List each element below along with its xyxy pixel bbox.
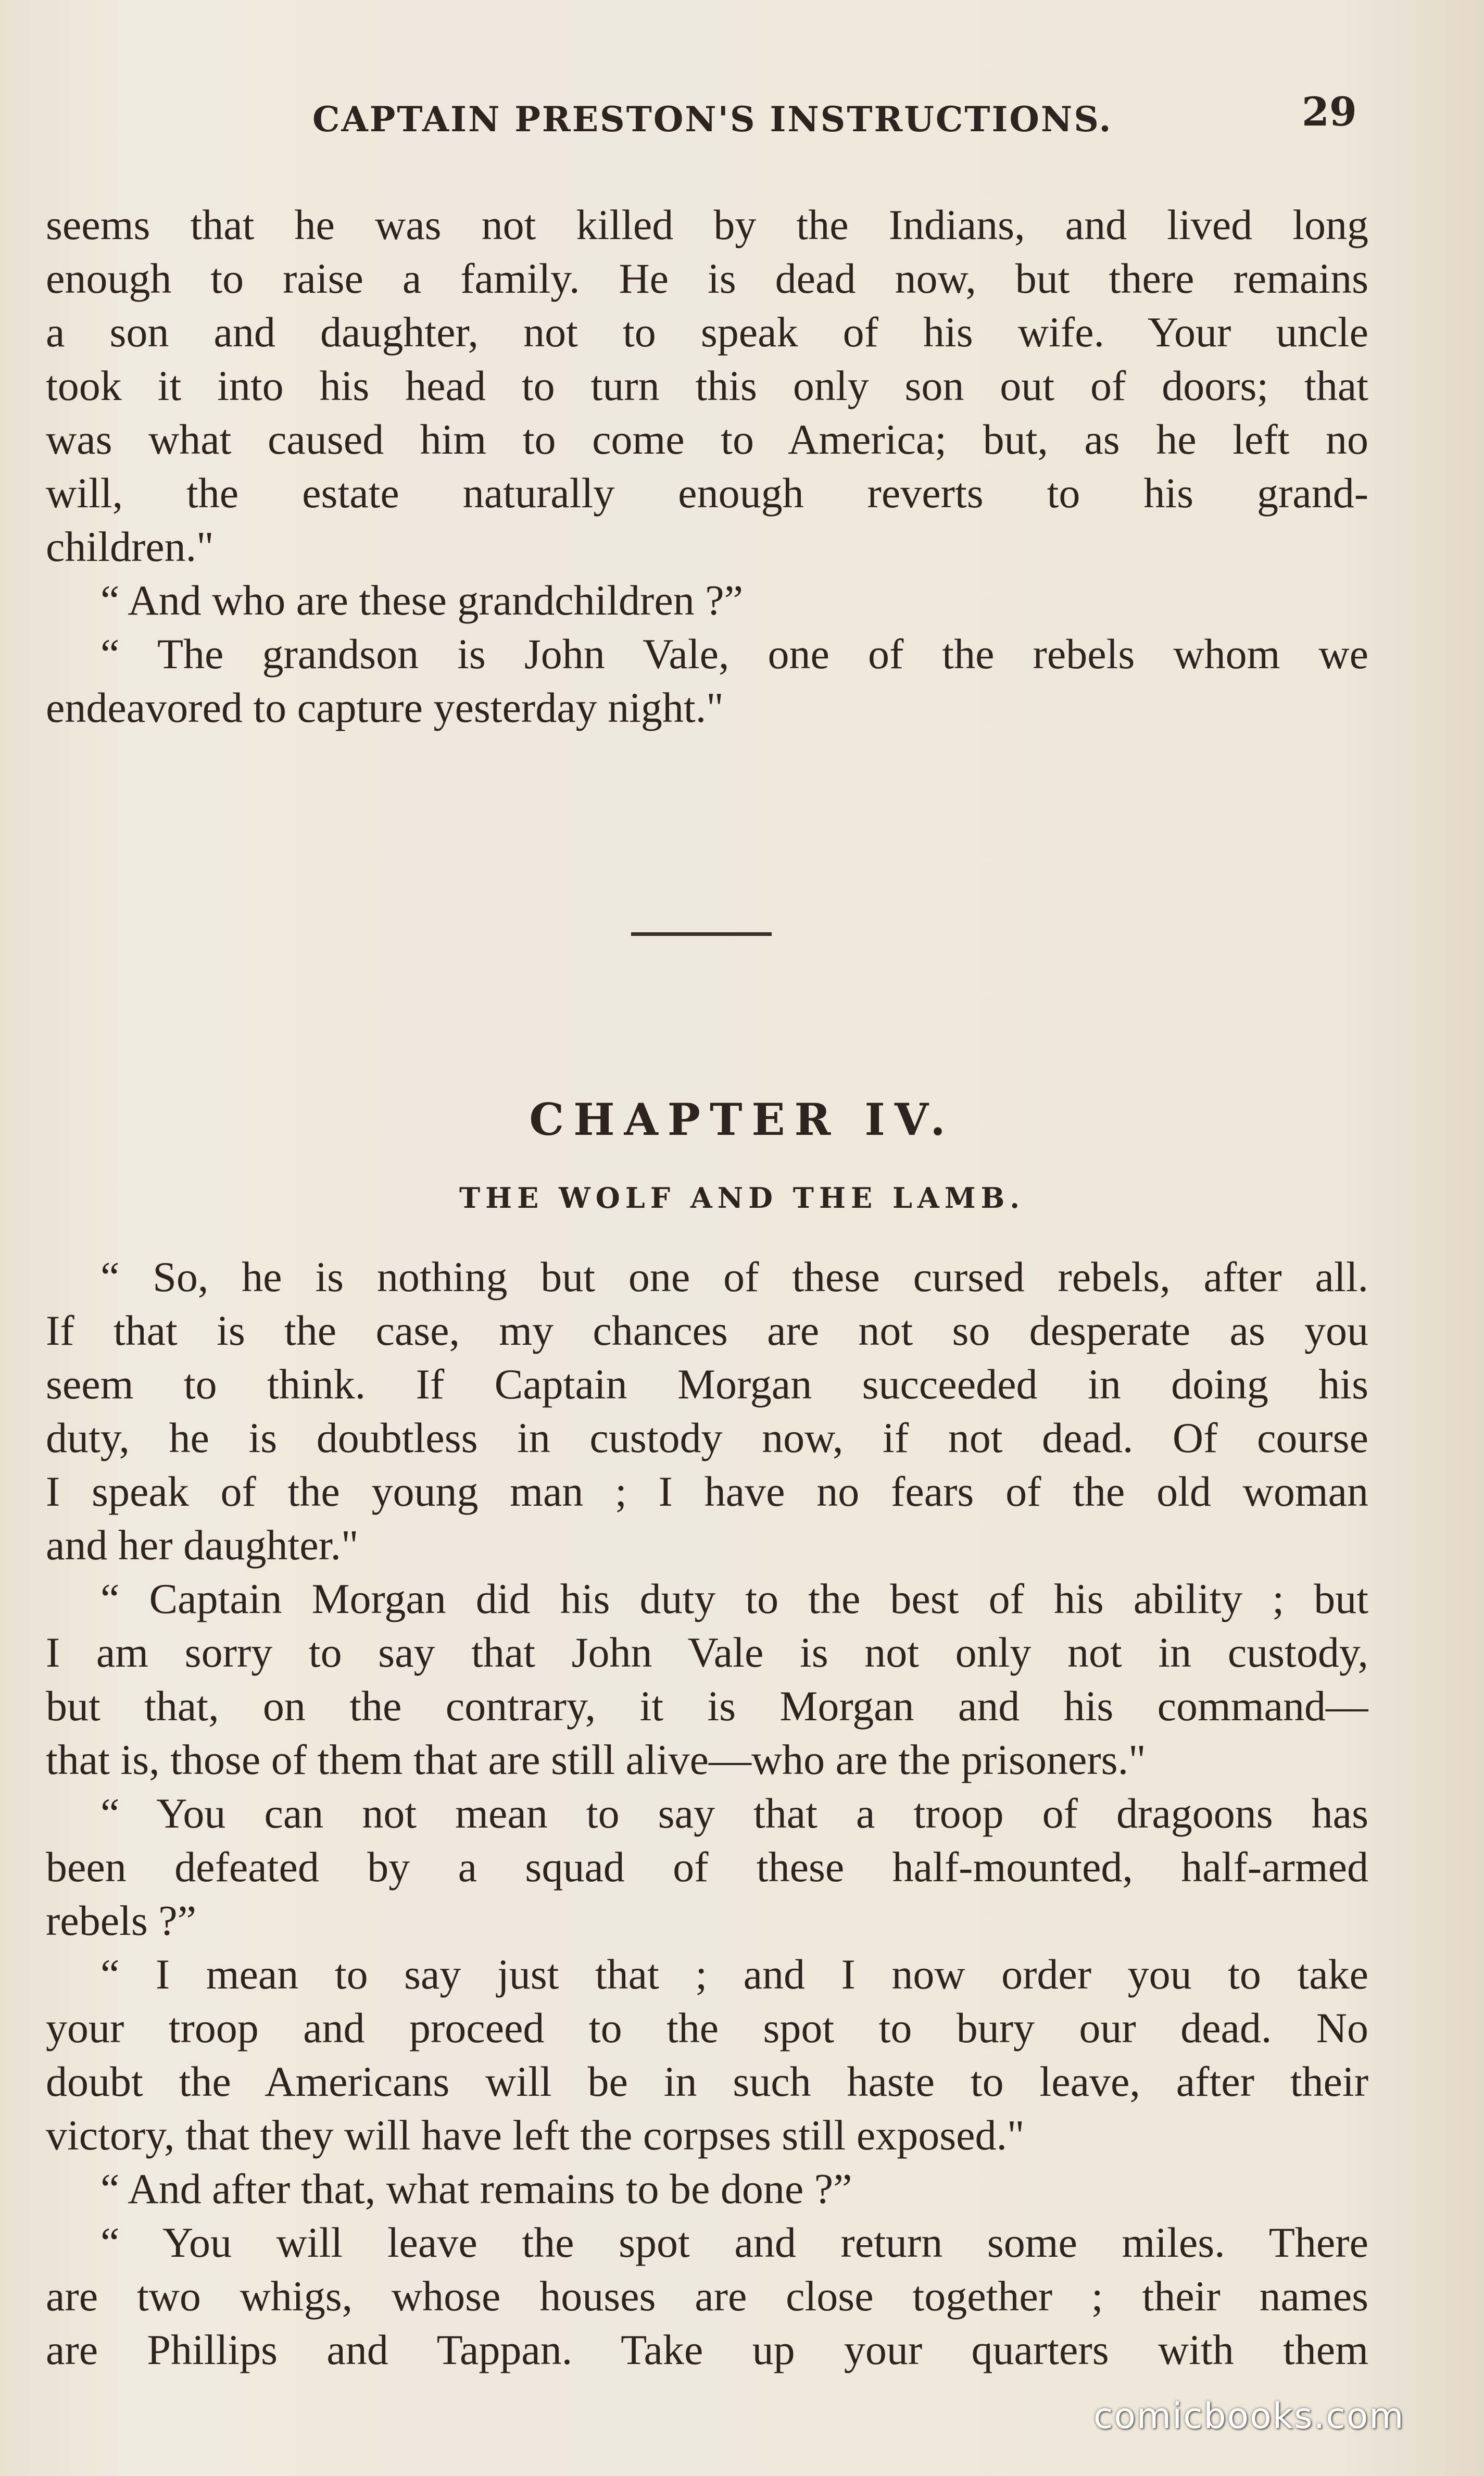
- text-line: “ And who are these grandchildren ?”: [100, 577, 744, 624]
- text-line: “ So, he is nothing but one of these cursed rebels, after all.: [100, 1253, 1368, 1300]
- chapter-heading: CHAPTER IV.: [529, 1094, 955, 1145]
- text-line: your troop and proceed to the spot to bury our dead. No: [46, 2004, 1368, 2052]
- text-line: seems that he was not killed by the Indians, and lived long: [46, 201, 1368, 248]
- body-text-section-2: [46, 1250, 1368, 2377]
- text-line: “ I mean to say just that ; and I now order you to take: [100, 1950, 1368, 1998]
- text-line: “ You can not mean to say that a troop of dragoons has: [100, 1790, 1368, 1837]
- text-line: “ The grandson is John Vale, one of the rebels whom we: [100, 630, 1368, 678]
- text-line: took it into his head to turn this only son out of doors; that: [46, 362, 1368, 409]
- text-line: and her daughter.": [46, 1521, 359, 1569]
- text-line: victory, that they will have left the corpses still exposed.": [46, 2111, 1025, 2159]
- text-line: duty, he is doubtless in custody now, if not dead. Of course: [46, 1414, 1368, 1461]
- text-line: I am sorry to say that John Vale is not only not in custody,: [46, 1629, 1368, 1676]
- text-line: rebels ?”: [46, 1897, 197, 1944]
- text-line: been defeated by a squad of these half-mounted, half-armed: [46, 1843, 1368, 1891]
- text-line: that is, those of them that are still alive—who are the prisoners.": [46, 1736, 1146, 1783]
- text-line: children.": [46, 523, 214, 570]
- text-line: will, the estate naturally enough reverts to his grand-: [46, 469, 1368, 517]
- page-header: [0, 83, 1484, 151]
- text-line: doubt the Americans will be in such haste to leave, after their: [46, 2058, 1368, 2105]
- section-divider: [631, 932, 772, 936]
- text-line: was what caused him to come to America; but, as he left no: [46, 416, 1368, 463]
- text-line: a son and daughter, not to speak of his wife. Your uncle: [46, 308, 1368, 356]
- text-line: “ Captain Morgan did his duty to the best of his ability ; but: [100, 1575, 1368, 1622]
- text-line: If that is the case, my chances are not so desperate as you: [46, 1307, 1368, 1354]
- chapter-subtitle: THE WOLF AND THE LAMB.: [459, 1181, 1025, 1215]
- text-line: “ And after that, what remains to be done ?”: [100, 2165, 852, 2212]
- page-number: 29: [1302, 89, 1357, 135]
- text-line: seem to think. If Captain Morgan succeeded in doing his: [46, 1360, 1368, 1408]
- body-text-section-1: [46, 198, 1368, 734]
- text-line: are two whigs, whose houses are close together ; their names: [46, 2272, 1368, 2320]
- running-title: CAPTAIN PRESTON'S INSTRUCTIONS.: [312, 99, 1113, 140]
- text-line: I speak of the young man ; I have no fears of the old woman: [46, 1468, 1368, 1515]
- text-line: are Phillips and Tappan. Take up your quarters with them: [46, 2326, 1368, 2373]
- text-line: “ You will leave the spot and return some miles. There: [100, 2219, 1368, 2266]
- text-line: enough to raise a family. He is dead now, but there remains: [46, 255, 1368, 302]
- site-watermark: comicbooks.com: [1093, 2396, 1405, 2437]
- text-line: endeavored to capture yesterday night.": [46, 684, 724, 731]
- text-line: but that, on the contrary, it is Morgan and his command—: [46, 1682, 1368, 1730]
